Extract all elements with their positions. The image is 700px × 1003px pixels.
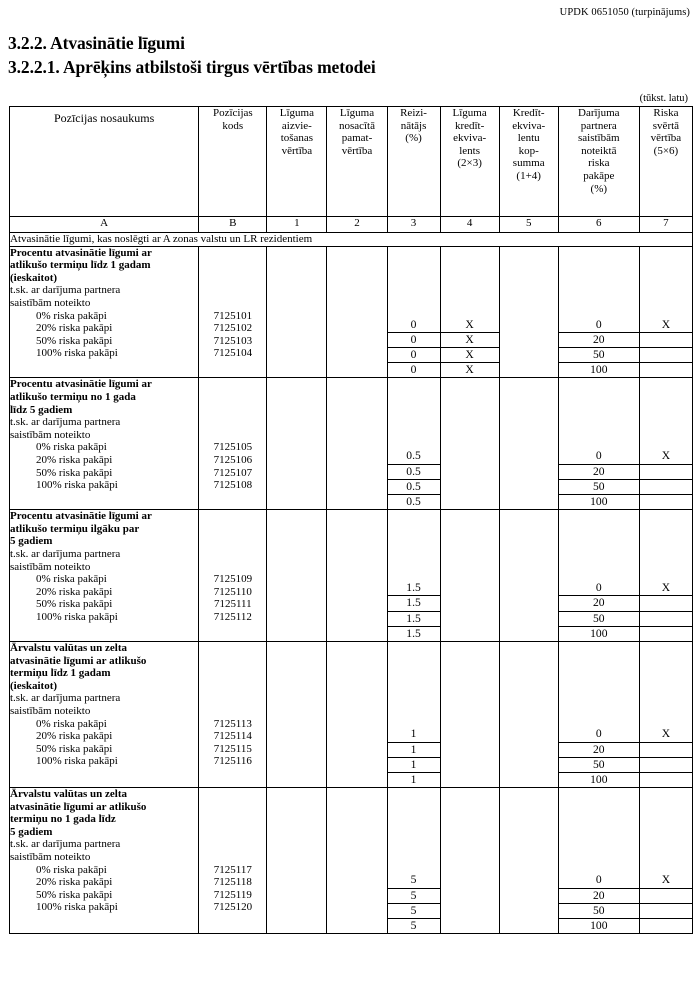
risk-level-label: 50% riska pakāpi [36, 466, 113, 479]
position-code: 7125101 [213, 309, 253, 322]
block-title-line: atlikušo termiņu līdz 1 gadam [10, 259, 151, 272]
value-cell[interactable]: 1.5 [388, 595, 440, 610]
value-cell[interactable]: X [661, 581, 671, 595]
value-cell[interactable]: 0.5 [388, 494, 440, 509]
value-cell[interactable] [441, 742, 499, 756]
block-title-line: Ārvalstu valūtas un zelta [10, 642, 128, 655]
value-cell[interactable] [267, 478, 326, 492]
value-column-1[interactable] [267, 642, 327, 788]
value-cell[interactable]: 0.5 [406, 449, 421, 463]
value-cell[interactable] [441, 449, 499, 463]
position-code: 7125114 [213, 730, 252, 743]
value-cell[interactable] [500, 332, 558, 346]
risk-level-label: 0% riska pakāpi [36, 863, 107, 876]
value-cell[interactable]: 5 [388, 888, 440, 903]
value-cell[interactable]: 50 [559, 903, 639, 918]
block-note-line: t.sk. ar darījuma partnera [10, 692, 121, 705]
position-code: 7125110 [213, 585, 252, 598]
value-cell[interactable] [640, 742, 692, 757]
value-cell[interactable]: 5 [388, 918, 440, 933]
block-note-line: saistībām noteikto [10, 851, 91, 864]
position-code: 7125113 [213, 717, 252, 730]
value-cell[interactable]: 20 [559, 742, 639, 757]
value-cell[interactable] [640, 362, 692, 377]
value-column-4[interactable] [440, 378, 499, 510]
value-cell[interactable] [441, 888, 499, 902]
value-cell[interactable]: 100 [559, 494, 639, 509]
value-column-6[interactable] [558, 788, 639, 934]
value-column-3[interactable] [387, 510, 440, 642]
header-cell-7: Darījuma partnera saistībām noteiktā riska pakāpe (%) [558, 107, 639, 217]
table-header-row [10, 107, 693, 217]
column-number-5: 5 [499, 217, 558, 233]
value-cell[interactable] [267, 742, 326, 756]
table-row [10, 246, 693, 378]
block-description [10, 510, 199, 642]
block-title-line: Procentu atvasinātie līgumi ar [10, 510, 152, 523]
value-cell[interactable]: 50 [559, 757, 639, 772]
value-cell[interactable] [441, 727, 499, 741]
value-column-1[interactable] [267, 510, 327, 642]
value-cell[interactable] [640, 332, 692, 347]
block-title-line: atlikušo termiņu no 1 gada [10, 391, 136, 404]
block-title-line: (ieskaitot) [10, 679, 58, 692]
block-note-line: t.sk. ar darījuma partnera [10, 548, 121, 561]
header-cell-6: Kredīt- ekviva- lentu kop- summa (1+4) [499, 107, 558, 217]
block-position-codes [199, 246, 267, 378]
value-cell[interactable] [500, 624, 558, 638]
value-cell[interactable]: 1 [388, 757, 440, 772]
headings-group [8, 32, 692, 79]
value-cell[interactable]: 0.5 [388, 464, 440, 479]
position-code: 7125102 [213, 322, 253, 335]
value-column-4[interactable] [440, 246, 499, 378]
position-code: 7125106 [213, 453, 253, 466]
risk-level-label: 0% riska pakāpi [36, 441, 107, 454]
block-note-line: saistībām noteikto [10, 296, 91, 309]
block-note-line: saistībām noteikto [10, 560, 91, 573]
risk-level-label: 100% riska pakāpi [36, 479, 118, 492]
value-cell[interactable]: 5 [410, 873, 417, 887]
value-cell[interactable]: 1.5 [406, 581, 421, 595]
value-cell[interactable] [441, 478, 499, 492]
value-cell[interactable]: 100 [559, 626, 639, 641]
value-cell[interactable] [267, 581, 326, 595]
value-cell[interactable] [327, 595, 386, 609]
value-column-2[interactable] [327, 378, 387, 510]
value-cell[interactable] [640, 888, 692, 903]
value-column-3[interactable] [387, 246, 440, 378]
units-label: (tūkst. latu) [639, 93, 688, 104]
risk-level-label: 100% riska pakāpi [36, 901, 118, 914]
value-cell[interactable]: 0 [388, 362, 440, 377]
value-cell[interactable] [500, 888, 558, 902]
value-column-7[interactable] [639, 510, 692, 642]
value-column-7[interactable] [639, 378, 692, 510]
value-cell[interactable] [500, 727, 558, 741]
value-cell[interactable] [327, 873, 386, 887]
value-cell[interactable] [267, 449, 326, 463]
value-cell[interactable]: 1.5 [388, 611, 440, 626]
block-note-line: t.sk. ar darījuma partnera [10, 416, 121, 429]
value-cell[interactable]: X [465, 317, 474, 331]
value-cell[interactable] [327, 756, 386, 770]
value-column-4[interactable] [440, 788, 499, 934]
value-column-5[interactable] [499, 642, 558, 788]
block-position-codes [199, 378, 267, 510]
value-cell[interactable] [500, 610, 558, 624]
value-cell[interactable] [327, 916, 386, 930]
risk-level-label: 50% riska pakāpi [36, 598, 113, 611]
column-number-B: B [199, 217, 267, 233]
value-column-5[interactable] [499, 378, 558, 510]
value-cell[interactable] [327, 449, 386, 463]
value-cell[interactable] [441, 770, 499, 784]
value-cell[interactable] [327, 770, 386, 784]
position-code: 7125112 [213, 611, 252, 623]
position-code: 7125115 [213, 742, 252, 755]
value-cell[interactable]: 1 [388, 742, 440, 757]
value-cell[interactable]: 20 [559, 888, 639, 903]
block-title-line: Procentu atvasinātie līgumi ar [10, 378, 152, 391]
value-cell[interactable] [267, 756, 326, 770]
block-note-line: t.sk. ar darījuma partnera [10, 284, 121, 297]
position-code: 7125111 [213, 598, 252, 611]
value-cell[interactable]: 50 [559, 479, 639, 494]
value-cell[interactable]: X [441, 332, 499, 347]
value-column-6[interactable] [558, 510, 639, 642]
table-row [10, 788, 693, 934]
value-cell[interactable] [327, 888, 386, 902]
header-cell-position-name: Pozīcijas nosaukums [10, 107, 199, 217]
value-cell[interactable] [267, 624, 326, 638]
value-cell[interactable] [640, 772, 692, 787]
column-number-A: A [10, 217, 199, 233]
value-cell[interactable] [441, 492, 499, 506]
block-title-line: Ārvalstu valūtas un zelta [10, 788, 128, 801]
risk-level-label: 0% riska pakāpi [36, 309, 107, 322]
block-position-codes [199, 510, 267, 642]
value-cell[interactable]: X [661, 873, 671, 887]
value-cell[interactable] [500, 581, 558, 595]
value-cell[interactable] [441, 595, 499, 609]
block-note-line: saistībām noteikto [10, 428, 91, 441]
value-cell[interactable] [500, 492, 558, 506]
value-cell[interactable] [267, 770, 326, 784]
value-cell[interactable]: 0 [410, 317, 417, 331]
value-cell[interactable] [267, 464, 326, 478]
block-title-line: Procentu atvasinātie līgumi ar [10, 246, 152, 259]
block-note-line: saistībām noteikto [10, 705, 91, 718]
value-column-2[interactable] [327, 246, 387, 378]
position-code: 7125109 [213, 573, 253, 586]
value-column-6[interactable] [558, 642, 639, 788]
value-cell[interactable] [640, 918, 692, 933]
value-cell[interactable]: 0 [388, 347, 440, 362]
value-column-1[interactable] [267, 378, 327, 510]
value-cell[interactable] [267, 360, 326, 374]
risk-level-label: 100% riska pakāpi [36, 347, 118, 360]
value-column-7[interactable] [639, 642, 692, 788]
value-column-6[interactable] [558, 378, 639, 510]
value-cell[interactable] [267, 595, 326, 609]
position-code: 7125104 [213, 347, 253, 360]
value-cell[interactable]: 0 [595, 449, 602, 463]
block-title-line: atvasinātie līgumi ar atlikušo [10, 654, 147, 667]
position-code: 7125116 [213, 755, 252, 768]
block-position-codes [199, 642, 267, 788]
value-cell[interactable]: 1.5 [388, 626, 440, 641]
column-number-6: 6 [558, 217, 639, 233]
block-title-line: 5 gadiem [10, 535, 53, 548]
value-cell[interactable] [500, 360, 558, 374]
column-number-7: 7 [639, 217, 692, 233]
value-cell[interactable] [327, 902, 386, 916]
value-cell[interactable]: X [661, 317, 671, 331]
value-cell[interactable] [500, 742, 558, 756]
value-cell[interactable] [441, 624, 499, 638]
risk-level-label: 20% riska pakāpi [36, 322, 113, 335]
value-cell[interactable] [500, 346, 558, 360]
value-column-1[interactable] [267, 246, 327, 378]
value-cell[interactable] [327, 581, 386, 595]
table-row [10, 378, 693, 510]
table-numbering-row [10, 217, 693, 233]
block-title-line: termiņu no 1 gada līdz [10, 813, 116, 826]
block-description [10, 788, 199, 934]
value-cell[interactable] [327, 360, 386, 374]
value-column-6[interactable] [558, 246, 639, 378]
value-column-7[interactable] [639, 246, 692, 378]
risk-level-label: 100% riska pakāpi [36, 611, 118, 623]
block-title-line: atvasinātie līgumi ar atlikušo [10, 800, 147, 813]
risk-level-label: 20% riska pakāpi [36, 730, 113, 743]
value-cell[interactable] [267, 332, 326, 346]
value-cell[interactable] [327, 346, 386, 360]
value-column-2[interactable] [327, 510, 387, 642]
value-column-1[interactable] [267, 788, 327, 934]
risk-level-label: 50% riska pakāpi [36, 334, 113, 347]
value-cell[interactable]: 50 [559, 611, 639, 626]
page-subtitle: 3.2.2.1. Aprēķins atbilstoši tirgus vērtības metodei [8, 57, 376, 77]
value-cell[interactable]: X [661, 727, 671, 741]
value-cell[interactable] [267, 610, 326, 624]
header-cell-4: Reizi- nātājs (%) [387, 107, 440, 217]
value-cell[interactable] [500, 595, 558, 609]
header-cell-1: Pozīcijas kods [199, 107, 267, 217]
value-cell[interactable]: X [441, 347, 499, 362]
value-cell[interactable]: X [441, 362, 499, 377]
block-note-line: t.sk. ar darījuma partnera [10, 838, 121, 851]
header-cell-5: Līguma kredīt- ekviva- lents (2×3) [440, 107, 499, 217]
value-cell[interactable] [441, 916, 499, 930]
value-cell[interactable] [441, 581, 499, 595]
value-cell[interactable]: 100 [559, 772, 639, 787]
risk-level-label: 20% riska pakāpi [36, 585, 113, 598]
risk-level-label: 50% riska pakāpi [36, 742, 113, 755]
position-code: 7125117 [213, 863, 252, 876]
position-code: 7125107 [213, 466, 253, 479]
risk-level-label: 20% riska pakāpi [36, 876, 113, 889]
value-column-5[interactable] [499, 246, 558, 378]
value-cell[interactable] [500, 478, 558, 492]
value-cell[interactable] [640, 903, 692, 918]
value-column-5[interactable] [499, 788, 558, 934]
column-number-1: 1 [267, 217, 327, 233]
value-cell[interactable] [640, 479, 692, 494]
header-cell-2: Līguma aizvie- tošanas vērtība [267, 107, 327, 217]
block-title-line: atlikušo termiņu ilgāku par [10, 522, 140, 535]
block-description [10, 642, 199, 788]
value-cell[interactable] [441, 873, 499, 887]
position-code: 7125119 [213, 888, 252, 901]
value-cell[interactable]: 0 [388, 332, 440, 347]
value-cell[interactable] [267, 727, 326, 741]
block-title-line: termiņu līdz 1 gadam [10, 667, 111, 680]
position-code: 7125105 [213, 441, 253, 454]
value-cell[interactable] [327, 624, 386, 638]
value-cell[interactable] [500, 902, 558, 916]
risk-level-label: 50% riska pakāpi [36, 888, 113, 901]
risk-level-label: 100% riska pakāpi [36, 755, 118, 768]
value-cell[interactable] [640, 611, 692, 626]
derivatives-table [9, 106, 693, 934]
value-cell[interactable]: 5 [388, 903, 440, 918]
value-cell[interactable] [327, 492, 386, 506]
value-cell[interactable]: 0.5 [388, 479, 440, 494]
table-row [10, 642, 693, 788]
value-cell[interactable] [327, 318, 386, 332]
value-cell[interactable] [500, 756, 558, 770]
column-number-3: 3 [387, 217, 440, 233]
value-cell[interactable] [441, 756, 499, 770]
value-cell[interactable]: 50 [559, 347, 639, 362]
value-cell[interactable] [327, 727, 386, 741]
value-cell[interactable] [500, 873, 558, 887]
value-column-4[interactable] [440, 642, 499, 788]
value-cell[interactable]: 1 [388, 772, 440, 787]
value-cell[interactable] [640, 494, 692, 509]
column-number-4: 4 [440, 217, 499, 233]
value-cell[interactable]: 20 [559, 464, 639, 479]
position-code: 7125103 [213, 334, 253, 347]
table-section-row [10, 233, 693, 247]
value-cell[interactable]: 0 [595, 873, 602, 887]
page-title: 3.2.2. Atvasinātie līgumi [8, 33, 185, 53]
risk-level-label: 0% riska pakāpi [36, 717, 107, 730]
header-cell-3: Līguma nosacītā pamat- vērtība [327, 107, 387, 217]
position-code: 7125120 [213, 901, 253, 914]
value-cell[interactable]: 100 [559, 362, 639, 377]
risk-level-label: 20% riska pakāpi [36, 453, 113, 466]
section-title: Atvasinātie līgumi, kas noslēgti ar A zonas valstu un LR rezidentiem [10, 233, 693, 247]
table-row [10, 510, 693, 642]
header-cell-8: Riska svērtā vērtība (5×6) [639, 107, 692, 217]
value-cell[interactable] [441, 464, 499, 478]
value-cell[interactable] [640, 626, 692, 641]
value-column-4[interactable] [440, 510, 499, 642]
value-cell[interactable] [267, 888, 326, 902]
value-cell[interactable]: 0 [595, 581, 602, 595]
value-cell[interactable] [267, 916, 326, 930]
block-description [10, 246, 199, 378]
value-cell[interactable] [640, 595, 692, 610]
value-cell[interactable] [500, 770, 558, 784]
block-title-line: (ieskaitot) [10, 271, 58, 284]
value-cell[interactable] [327, 478, 386, 492]
value-cell[interactable] [500, 916, 558, 930]
value-cell[interactable]: X [661, 449, 671, 463]
value-column-3[interactable] [387, 378, 440, 510]
document-code: UPDK 0651050 (turpinājums) [559, 7, 690, 18]
value-column-2[interactable] [327, 788, 387, 934]
value-cell[interactable] [640, 347, 692, 362]
value-column-3[interactable] [387, 788, 440, 934]
value-cell[interactable] [640, 757, 692, 772]
value-cell[interactable] [500, 464, 558, 478]
value-cell[interactable]: 20 [559, 332, 639, 347]
value-cell[interactable] [327, 464, 386, 478]
block-title-line: līdz 5 gadiem [10, 403, 73, 416]
value-cell[interactable]: 0 [595, 727, 602, 741]
position-code: 7125118 [213, 876, 252, 889]
value-column-3[interactable] [387, 642, 440, 788]
block-position-codes [199, 788, 267, 934]
value-cell[interactable] [267, 318, 326, 332]
value-cell[interactable] [267, 902, 326, 916]
block-title-line: 5 gadiem [10, 825, 53, 838]
value-cell[interactable] [441, 610, 499, 624]
column-number-2: 2 [327, 217, 387, 233]
value-column-5[interactable] [499, 510, 558, 642]
value-cell[interactable] [267, 873, 326, 887]
value-cell[interactable] [267, 492, 326, 506]
value-cell[interactable] [500, 449, 558, 463]
value-cell[interactable] [327, 742, 386, 756]
value-cell[interactable] [327, 610, 386, 624]
value-cell[interactable] [500, 318, 558, 332]
value-cell[interactable]: 100 [559, 918, 639, 933]
value-cell[interactable] [640, 464, 692, 479]
block-description [10, 378, 199, 510]
value-cell[interactable] [327, 332, 386, 346]
value-column-7[interactable] [639, 788, 692, 934]
value-cell[interactable] [441, 902, 499, 916]
value-column-2[interactable] [327, 642, 387, 788]
value-cell[interactable]: 20 [559, 595, 639, 610]
value-cell[interactable]: 0 [595, 317, 602, 331]
value-cell[interactable]: 1 [410, 727, 417, 741]
value-cell[interactable] [267, 346, 326, 360]
risk-level-label: 0% riska pakāpi [36, 573, 107, 586]
position-code: 7125108 [213, 479, 253, 492]
